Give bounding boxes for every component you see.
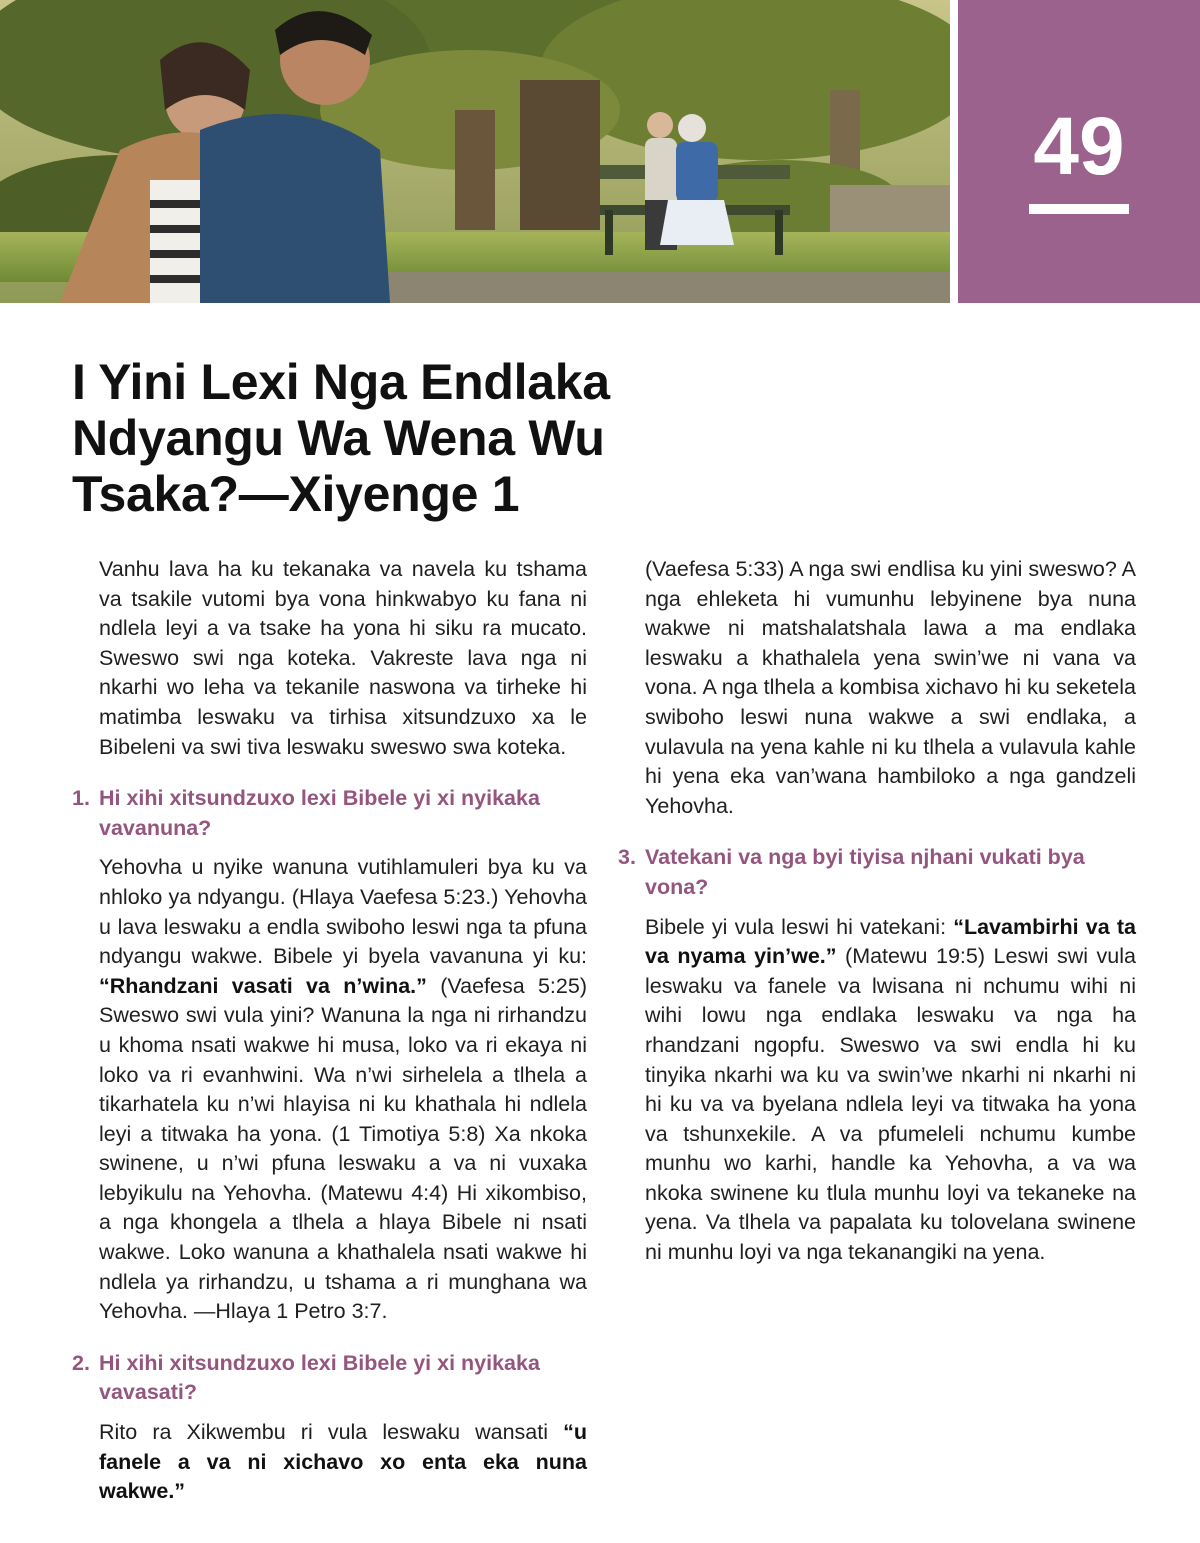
right-column <box>618 555 1136 1268</box>
answer-1-paragraph <box>99 853 587 1327</box>
intro-paragraph: Vanhu lava ha ku tekanaka va navela ku tshama va tsakile vutomi bya vona hinkwabyo ku fana ni ndlela leyi a va tsake ha yona hi siku ra mucato. Sweswo swi nga koteka. Vakreste lava nga ni nkarhi wo leha va tekanile naswona va tirheke hi matimba leswaku va tirhisa xitsundzuxo xa le Bibeleni va swi tiva leswaku sweswo swa koteka. <box>99 557 587 759</box>
park-scene-illustration <box>0 0 950 303</box>
answer-2-paragraph-continued: (Vaefesa 5:33) A nga swi endlisa ku yini sweswo? A nga ehleketa hi vumunhu lebyinene bya nuna wakwe ni matshalatshala lawa a ma endlaka leswaku a khathalela yena swin’we ni vana va vona. A nga tlhela a kombisa xichavo hi ku seketela swiboho leswi nuna wakwe a swi endlaka, a vulavula na yena kahle ni ku tlhela a vulavula kahle hi yena eka van’wana hambiloko a nga gandzeli Yehovha. <box>645 557 1136 818</box>
answer-3-part-b: (Matewu 19:5) Leswi swi vula leswaku va fanele va lwisana ni nchumu wihi ni wihi lowu nga endlaka leswaku va nga ha rhandzani ngopfu. Sweswo va swi endla hi ku tinyika nkarhi wa ku va swin’we nkarhi ni nkarhi ni hi ku va va byelana ndlela leyi va titwaka ha yona va tshunxekile. A va pfumeleli nchumu kumbe munhu wo karhi, handle ka Yehovha, a va wa nkoka swinene ku tlula munhu loyi va tekaneke na yena. Va tlhela va papalata ku tolovelana swinene ni munhu loyi va nga tekanangiki na yena. <box>645 944 1136 1265</box>
question-3-text: Vatekani va nga byi tiyisa njhani vukati bya vona? <box>645 845 1085 899</box>
answer-3-quote: “Lavambirhi va ta va nyama yin’we.” <box>645 914 1136 969</box>
badge-underline <box>1029 204 1129 214</box>
question-1 <box>72 784 587 843</box>
answer-2-quote: “u fanele a va ni xichavo xo enta eka nuna wakwe.” <box>99 1420 587 1504</box>
answer-1-part-a: Yehovha u nyike wanuna vutihlamuleri bya ku va nhloko ya ndyangu. (Hlaya Vaefesa 5:23.) Yehovha u lava leswaku a endla swiboho leswi nga ta pfuna ndyangu wakwe. Bibele yi byela vavanuna yi ku: <box>99 855 587 969</box>
question-1-text: Hi xihi xitsundzuxo lexi Bibele yi xi nyikaka vavanuna? <box>99 786 540 840</box>
answer-3-part-a: Bibele yi vula leswi hi vatekani: <box>645 914 954 939</box>
question-3-number: 3. <box>618 845 636 870</box>
answer-1-quote: “Rhandzani vasati va n’wina.” <box>99 973 427 998</box>
lesson-number: 49 <box>1033 101 1125 192</box>
answer-2-paragraph-start <box>99 1418 587 1507</box>
question-2 <box>72 1349 587 1408</box>
answer-3-paragraph <box>645 913 1136 1268</box>
question-3 <box>618 843 1136 902</box>
question-2-number: 2. <box>72 1350 90 1375</box>
lesson-number-badge <box>958 0 1200 303</box>
left-column <box>72 555 587 1507</box>
question-1-number: 1. <box>72 786 90 811</box>
answer-1-part-b: (Vaefesa 5:25) Sweswo swi vula yini? Wanuna la nga ni rirhandzu u khoma nsati wakwe hi musa, loko va ri ekaya ni loko va ri evanhwini. Wa n’wi sirhelela a tlhela a tikarhatela ku n’wi hlayisa ni ku khathala hi ndlela leyi a titwaka ha yona. (1 Timotiya 5:8) Xa nkoka swinene, u n’wi pfuna leswaku a va ni vuxaka lebyikulu na Yehovha. (Matewu 4:4) Hi xikombiso, a nga khongela a tlhela a hlaya Bibele ni nsati wakwe. Loko wanuna a khathalela nsati wakwe hi ndlela ya rirhandzu, u tshama a ri munghana wa Yehovha. —Hlaya 1 Petro 3:7. <box>99 973 587 1324</box>
answer-2-part-a: Rito ra Xikwembu ri vula leswaku wansati <box>99 1420 564 1445</box>
page-title: I Yini Lexi Nga Endlaka Ndyangu Wa Wena Wu Tsaka?—Xiyenge 1 <box>72 354 610 522</box>
question-2-text: Hi xihi xitsundzuxo lexi Bibele yi xi nyikaka vavasati? <box>99 1350 540 1405</box>
hero-photo <box>0 0 950 303</box>
